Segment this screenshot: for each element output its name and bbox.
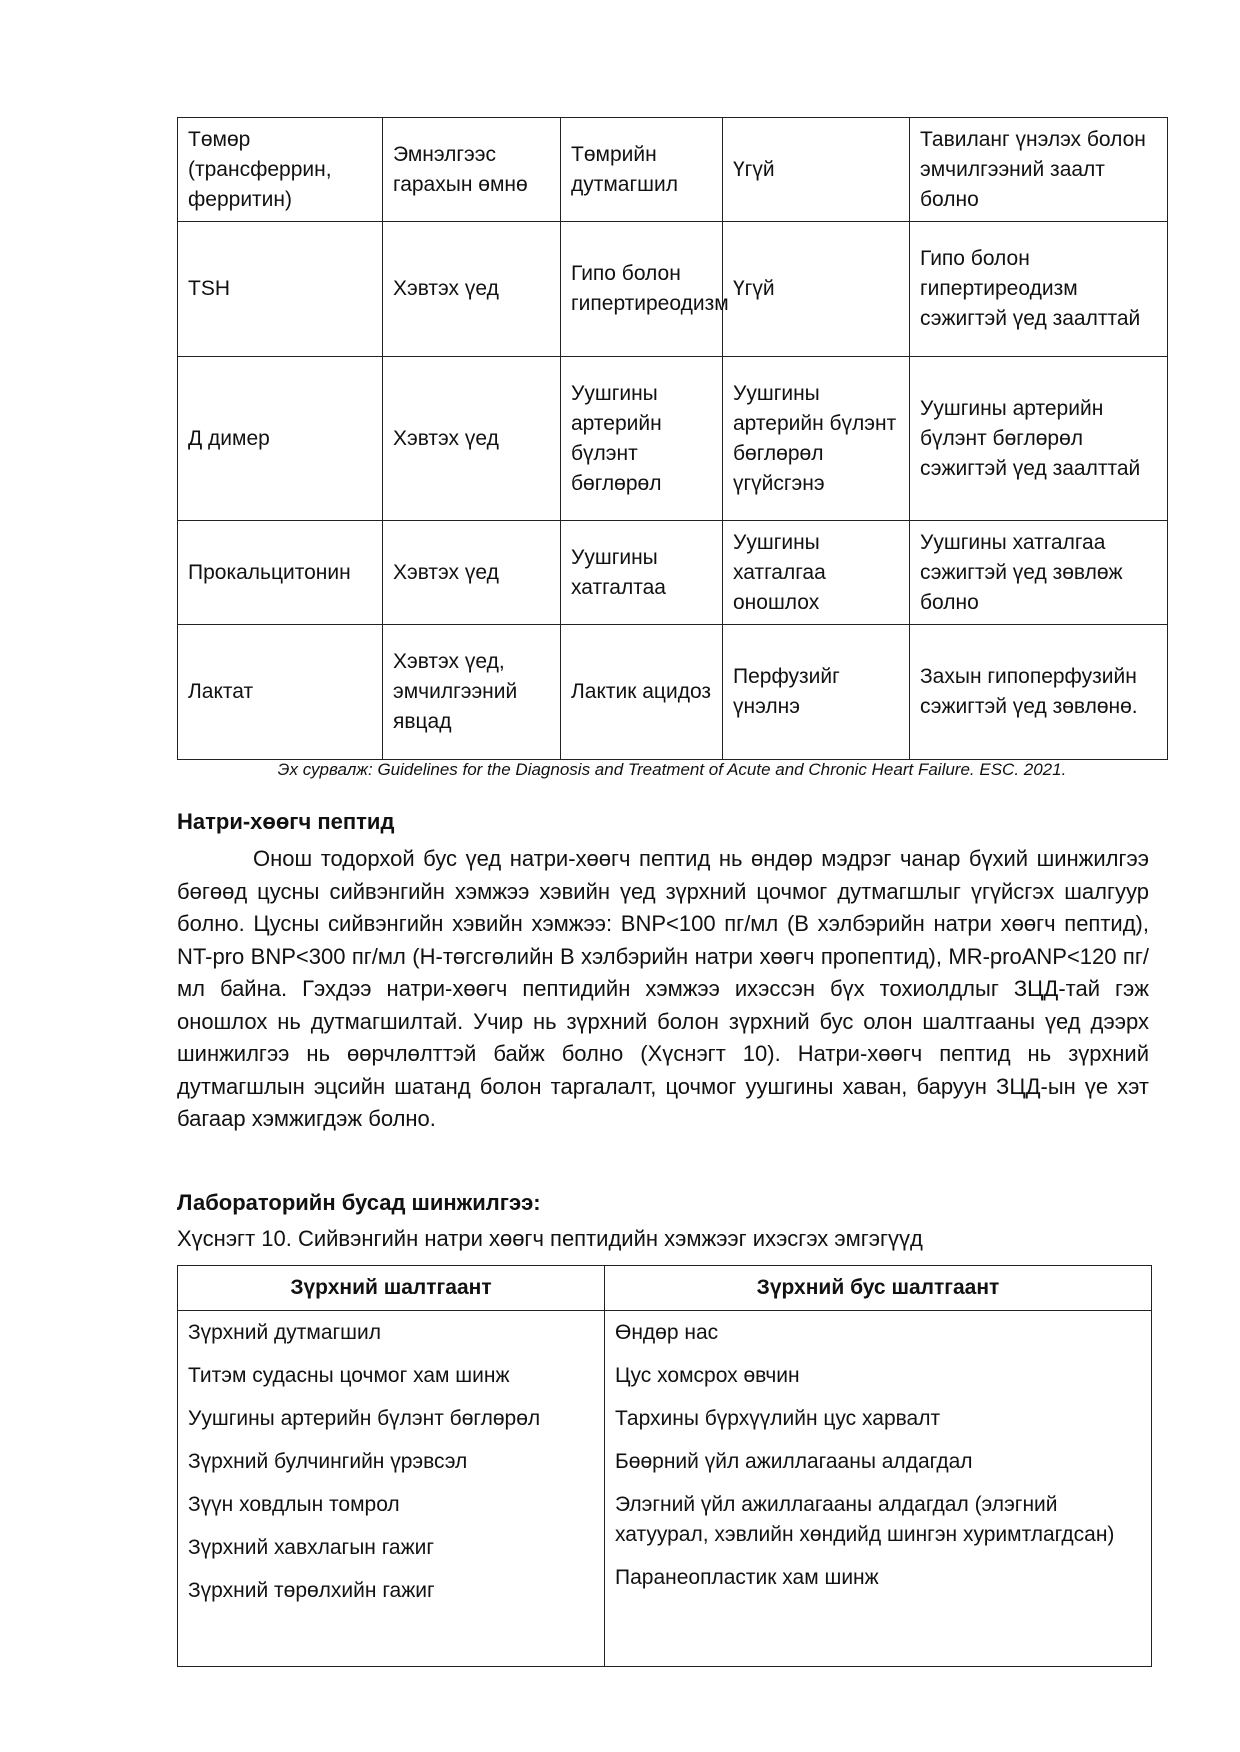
body-paragraph: Онош тодорхой бус үед натри-хөөгч пептид нь өндөр мэдрэг чанар бүхий шинжилгээ бөгөөд цусны сийвэнгийн хэмжээ хэвийн үед зүрхний цочмог дутмагшлыг үгүйсгэх шалгуур болно. Цусны сийвэнгийн хэвийн хэмжээ: BNP<100 пг/мл (B хэлбэрийн натри хөөгч пептид), NT-pro BNP<300 пг/мл (Н-төгсгөлийн B хэлбэрийн натри хөөгч пропептид), MR-proANP<120 пг/мл байна. Гэхдээ натри-хөөгч пептидийн хэмжээ ихэссэн бүх тохиолдлыг ЗЦД-тай гэж оношлох нь дутмагшилтай. Учир нь зүрхний болон зүрхний бус олон шалтгааны үед дээрх шинжилгээ нь өөрчлөлттэй байж болно (Хүснэгт 10). Натри-хөөгч пептид нь зүрхний дутмагшлын эцсийн шатанд болон таргалалт, цочмог уушгины хаван, баруун ЗЦД-ын үе хэт багаар хэмжигдэж болно. xyxy=(177,846,1149,1131)
table-cell: Хэвтэх үед, эмчилгээний явцад xyxy=(383,625,561,760)
table-cell: Лактат xyxy=(178,625,383,760)
list-item: Элэгний үйл ажиллагааны алдагдал (элэгний хатуурал, хэвлийн хөндийд шингэн хуримтлагдсан) xyxy=(615,1493,1115,1546)
table-cell: Уушгины хатгалгаа оношлох xyxy=(723,521,910,625)
table-cell: Прокальцитонин xyxy=(178,521,383,625)
list-item: Паранеопластик хам шинж xyxy=(615,1566,879,1589)
list-item: Өндөр нас xyxy=(615,1321,719,1344)
table-cell: Хэвтэх үед xyxy=(383,357,561,521)
list-item: Зүрхний төрөлхийн гажиг xyxy=(188,1579,435,1602)
list-item: Уушгины артерийн бүлэнт бөглөрөл xyxy=(188,1407,541,1430)
list-item: Зүүн ховдлын томрол xyxy=(188,1493,400,1516)
table-cell: Уушгины артерийн бүлэнт бөглөрөл xyxy=(561,357,723,521)
table-cell: Үгүй xyxy=(723,118,910,222)
table-caption: Хүснэгт 10. Сийвэнгийн натри хөөгч пептидийн хэмжээг ихэсгэх эмгэгүүд xyxy=(177,1226,923,1251)
table-cell: Тавиланг үнэлэх болон эмчилгээний заалт болно xyxy=(910,118,1168,222)
section-heading-natriuretic: Натри-хөөгч пептид xyxy=(177,809,395,834)
table-cell: Төмрийн дутмагшил xyxy=(561,118,723,222)
list-item: Тархины бүрхүүлийн цус харвалт xyxy=(615,1407,941,1430)
section-heading-other-labs: Лабораторийн бусад шинжилгээ: xyxy=(177,1190,541,1215)
list-item: Бөөрний үйл ажиллагааны алдагдал xyxy=(615,1450,973,1473)
table-row xyxy=(178,222,1168,357)
list-item: Зүрхний булчингийн үрэвсэл xyxy=(188,1450,468,1473)
table-cell: Хэвтэх үед xyxy=(383,222,561,357)
column-header: Зүрхний бус шалтгаант xyxy=(605,1266,1152,1311)
column-header: Зүрхний шалтгаант xyxy=(178,1266,605,1311)
table-cell: Эмнэлгээс гарахын өмнө xyxy=(383,118,561,222)
list-item: Титэм судасны цочмог хам шинж xyxy=(188,1364,510,1387)
table-cell: Уушгины артерийн бүлэнт бөглөрөл үгүйсгэнэ xyxy=(723,357,910,521)
table-cell: Уушгины хатгалтаа xyxy=(561,521,723,625)
cardiac-causes-cell xyxy=(178,1311,605,1667)
list-item: Цус хомсрох өвчин xyxy=(615,1364,800,1387)
table-cell: Уушгины хатгалгаа сэжигтэй үед зөвлөж болно xyxy=(910,521,1168,625)
table-cell: Төмөр (трансферрин, ферритин) xyxy=(178,118,383,222)
noncardiac-causes-cell xyxy=(605,1311,1152,1667)
table-cell: Гипо болон гипертиреодизм xyxy=(561,222,723,357)
table-row xyxy=(178,357,1168,521)
list-item: Зүрхний дутмагшил xyxy=(188,1321,381,1344)
table-cell: Үгүй xyxy=(723,222,910,357)
table-row xyxy=(178,625,1168,760)
table-row xyxy=(178,521,1168,625)
table-row xyxy=(178,1311,1152,1667)
causes-table xyxy=(177,1265,1152,1667)
table-cell: Лактик ацидоз xyxy=(561,625,723,760)
table-header-row xyxy=(178,1266,1152,1311)
list-item: Зүрхний хавхлагын гажиг xyxy=(188,1536,435,1559)
table-cell: Уушгины артерийн бүлэнт бөглөрөл сэжигтэй үед заалттай xyxy=(910,357,1168,521)
table-cell: Захын гипоперфузийн сэжигтэй үед зөвлөнө. xyxy=(910,625,1168,760)
table-cell: Хэвтэх үед xyxy=(383,521,561,625)
table-cell: Перфузийг үнэлнэ xyxy=(723,625,910,760)
table-cell: TSH xyxy=(178,222,383,357)
table-cell: Гипо болон гипертиреодизм сэжигтэй үед заалттай xyxy=(910,222,1168,357)
table-source-note: Эх сурвалж: Guidelines for the Diagnosis and Treatment of Acute and Chronic Heart Failure. ESC. 2021. xyxy=(277,760,1067,779)
table-cell: Д димер xyxy=(178,357,383,521)
table-row xyxy=(178,118,1168,222)
lab-tests-table xyxy=(177,117,1168,760)
